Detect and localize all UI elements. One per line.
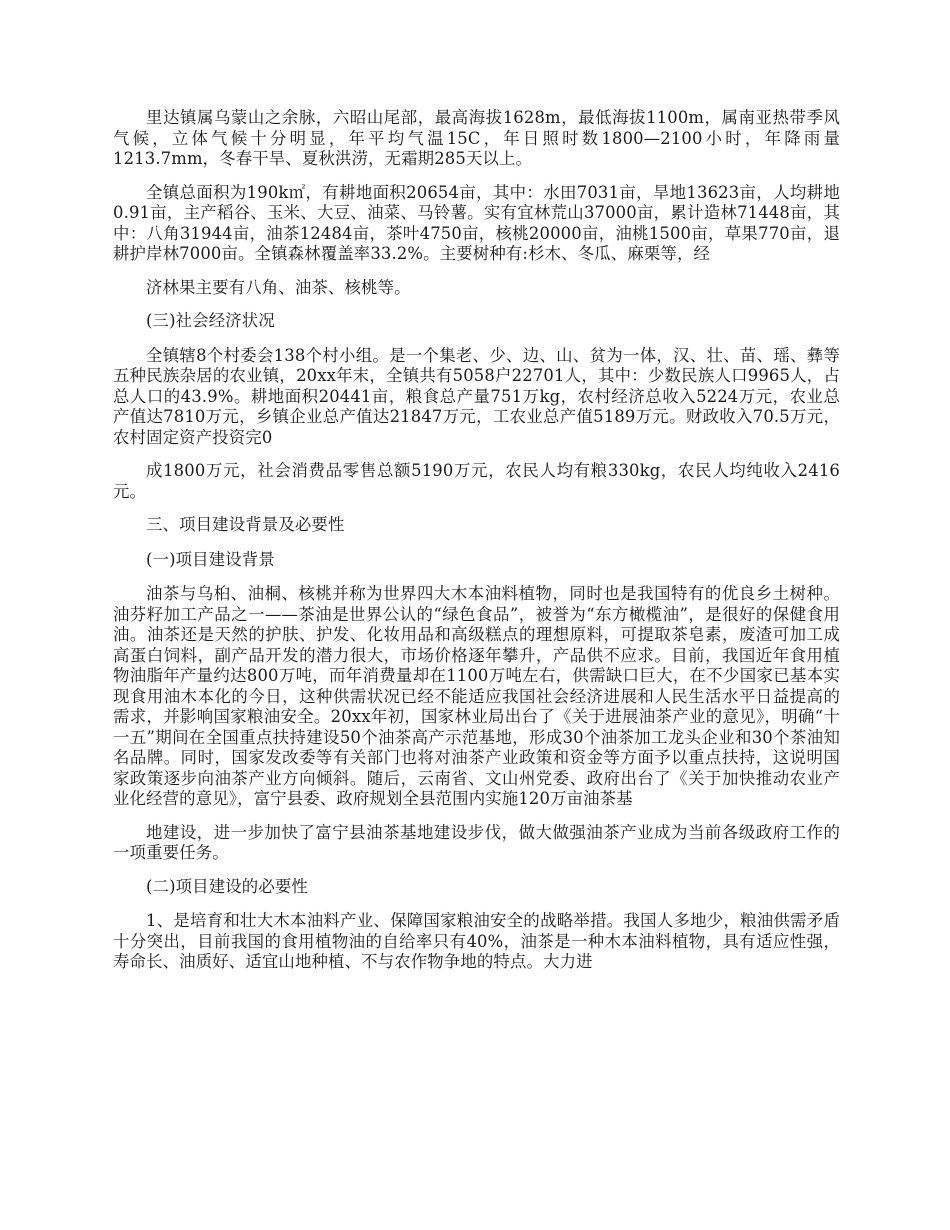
document-page <box>113 108 840 986</box>
subsection-heading-background: (一)项目建设背景 <box>146 549 275 569</box>
paragraph-base-construction: 地建设，进一步加快了富宁县油茶基地建设步伐，做大做强油茶产业成为当前各级政府工作的一项重要任务。 <box>113 822 840 862</box>
paragraph-geography: 里达镇属乌蒙山之余脉，六昭山尾部，最高海拔1628m，最低海拔1100m，属南亚热带季风气候，立体气候十分明显，年平均气温15C，年日照时数1800—2100小时，年降雨量1213.7mm，冬春干旱、夏秋洪涝，无霜期285天以上。 <box>113 108 840 168</box>
paragraph-economic-forest: 济林果主要有八角、油茶、核桃等。 <box>146 277 411 297</box>
paragraph-oil-tea-background: 油茶与乌桕、油桐、核桃并称为世界四大木本油料植物，同时也是我国特有的优良乡土树种。油芬籽加工产品之一——茶油是世界公认的“绿色食品”，被誉为“东方橄榄油”，是很好的保健食用油。油茶还是天然的护肤、护发、化妆用品和高级糕点的理想原料，可提取茶皂素，废渣可加工成高蛋白饲料，副产品开发的潜力很大，市场价格逐年攀升，产品供不应求。目前，我国近年食用植物油脂年产量约达800万吨，而年消费量却在1100万吨左右，供需缺口巨大，在不少国家已基本实现食用油木本化的今日，这种供需状况已经不能适应我国社会经济进展和人民生活水平日益提高的需求，并影响国家粮油安全。20xx年初，国家林业局出台了《关于进展油茶产业的意见》，明确“十一五”期间在全国重点扶持建设50个油茶高产示范基地，形成30个油茶加工龙头企业和30个茶油知名品牌。同时，国家发改委等有关部门也将对油茶产业政策和资金等方面予以重点扶持，这说明国家政策逐步向油茶产业方向倾斜。随后，云南省、文山州党委、政府出台了《关于加快推动农业产业化经营的意见》，富宁县委、政府规划全县范围内实施120万亩油茶基 <box>113 584 840 808</box>
subsection-heading-necessity: (二)项目建设的必要性 <box>146 876 308 896</box>
section-heading-background-necessity: 三、项目建设背景及必要性 <box>146 515 345 534</box>
paragraph-necessity-point-1: 1、是培育和壮大木本油料产业、保障国家粮油安全的战略举措。我国人多地少，粮油供需矛盾十分突出，目前我国的食用植物油的自给率只有40%，油茶是一种木本油料植物，具有适应性强，寿命长、油质好、适宜山地种植、不与农作物争地的特点。大力进 <box>113 911 840 971</box>
paragraph-population-economy: 全镇辖8个村委会138个村小组。是一个集老、少、边、山、贫为一体，汉、壮、苗、瑶、彝等五种民族杂居的农业镇，20xx年末，全镇共有5058户22701人，其中：少数民族人口9965人，占总人口的43.9%。耕地面积20441亩，粮食总产量751万kg，农村经济总收入5224万元，农业总产值达7810万元，乡镇企业总产值达21847万元，工农业总产值5189万元。财政收入70.5万元，农村固定资产投资完0 <box>113 345 840 447</box>
section-heading-socioeconomic: (三)社会经济状况 <box>146 311 275 330</box>
paragraph-land-area: 全镇总面积为190k㎡，有耕地面积20654亩，其中：水田7031亩，旱地13623亩，人均耕地0.91亩，主产稻谷、玉米、大豆、油菜、马铃薯。实有宜林荒山37000亩，累计造林71448亩，其中：八角31944亩，油茶12484亩，茶叶4750亩，核桃20000亩，油桃1500亩，草果770亩，退耕护岸林7000亩。全镇森林覆盖率33.2%。主要树种有:杉木、冬瓜、麻栗等，经 <box>113 182 840 263</box>
paragraph-income: 成1800万元，社会消费品零售总额5190万元，农民人均有粮330kg，农民人均纯收入2416元。 <box>113 461 840 501</box>
